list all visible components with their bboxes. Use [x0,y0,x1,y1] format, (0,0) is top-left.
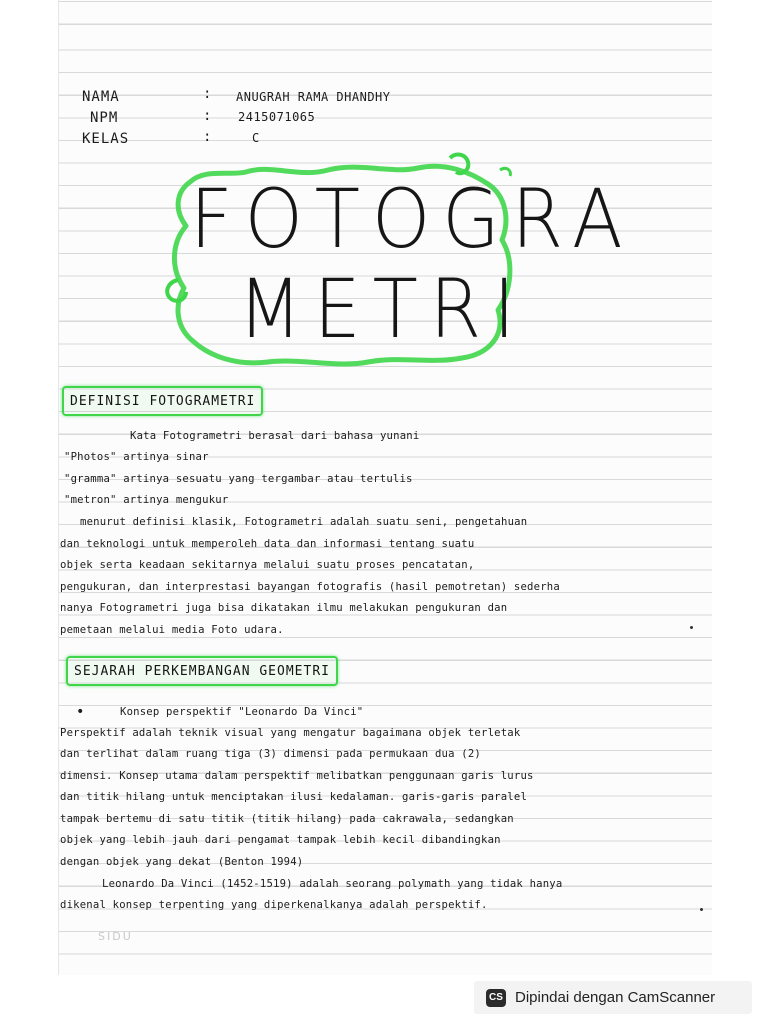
paragraph-line: pengukuran, dan interprestasi bayangan fotografis (hasil pemotretan) sederha [60,581,560,593]
name-separator: : [203,86,213,102]
name-value: ANUGRAH RAMA DHANDHY [236,90,391,104]
camscanner-icon: CS [486,989,506,1007]
bullet-text: Konsep perspektif "Leonardo Da Vinci" [120,706,364,718]
paragraph-line: dikenal konsep terpenting yang diperkenalkanya adalah perspektif. [60,899,488,911]
paragraph-line: dan terlihat dalam ruang tiga (3) dimensi pada permukaan dua (2) [60,748,481,760]
paragraph-line: dan titik hilang untuk menciptakan ilusi kedalaman. garis-garis paralel [60,791,528,803]
ink-dot [690,626,693,629]
section-heading-box [62,386,263,416]
paragraph-line: dengan objek yang dekat (Benton 1994) [60,856,304,868]
paragraph-line: Kata Fotogrametri berasal dari bahasa yunani [130,430,420,442]
scanner-label: Dipindai dengan CamScanner [515,989,716,1006]
kelas-separator: : [203,129,213,145]
section-heading-box [66,656,338,686]
paragraph-line: "Photos" artinya sinar [64,451,209,463]
title-line-1: FOTOGRA [190,172,635,267]
npm-value: 2415071065 [238,110,316,124]
notebook-page [58,0,712,975]
paragraph-line: tampak bertemu di satu titik (titik hilang) pada cakrawala, sedangkan [60,813,514,825]
section-heading-definisi: DEFINISI FOTOGRAMETRI [70,394,256,409]
paragraph-line: objek serta keadaan sekitarnya melalui suatu proses pencatatan, [60,559,475,571]
paragraph-line: pemetaan melalui media Foto udara. [60,624,284,636]
paragraph-line: dan teknologi untuk memperoleh data dan informasi tentang suatu [60,538,475,550]
npm-separator: : [203,108,213,124]
paragraph-line: Perspektif adalah teknik visual yang mengatur bagaimana objek terletak [60,727,521,739]
ink-dot [700,908,703,911]
paragraph-line: "gramma" artinya sesuatu yang tergambar atau tertulis [64,473,413,485]
paragraph-line: objek yang lebih jauh dari pengamat tampak lebih kecil dibandingkan [60,834,501,846]
kelas-label: KELAS [82,131,130,147]
section-heading-sejarah: SEJARAH PERKEMBANGAN GEOMETRI [74,664,330,679]
paragraph-line: menurut definisi klasik, Fotogrametri adalah suatu seni, pengetahuan [80,516,528,528]
title-line-2: METRI [238,262,528,357]
paragraph-line: Leonardo Da Vinci (1452-1519) adalah seorang polymath yang tidak hanya [102,878,563,890]
name-label: NAMA [82,89,120,105]
kelas-value: C [252,131,260,145]
notebook-brand-mark: SIDU [98,930,133,943]
scanner-watermark [474,981,752,1014]
paragraph-line: nanya Fotogrametri juga bisa dikatakan ilmu melakukan pengukuran dan [60,602,508,614]
margin-line [58,0,59,975]
paragraph-line: "metron" artinya mengukur [64,494,229,506]
bullet-marker: • [76,704,85,720]
paragraph-line: dimensi. Konsep utama dalam perspektif melibatkan penggunaan garis lurus [60,770,534,782]
npm-label: NPM [90,110,119,126]
